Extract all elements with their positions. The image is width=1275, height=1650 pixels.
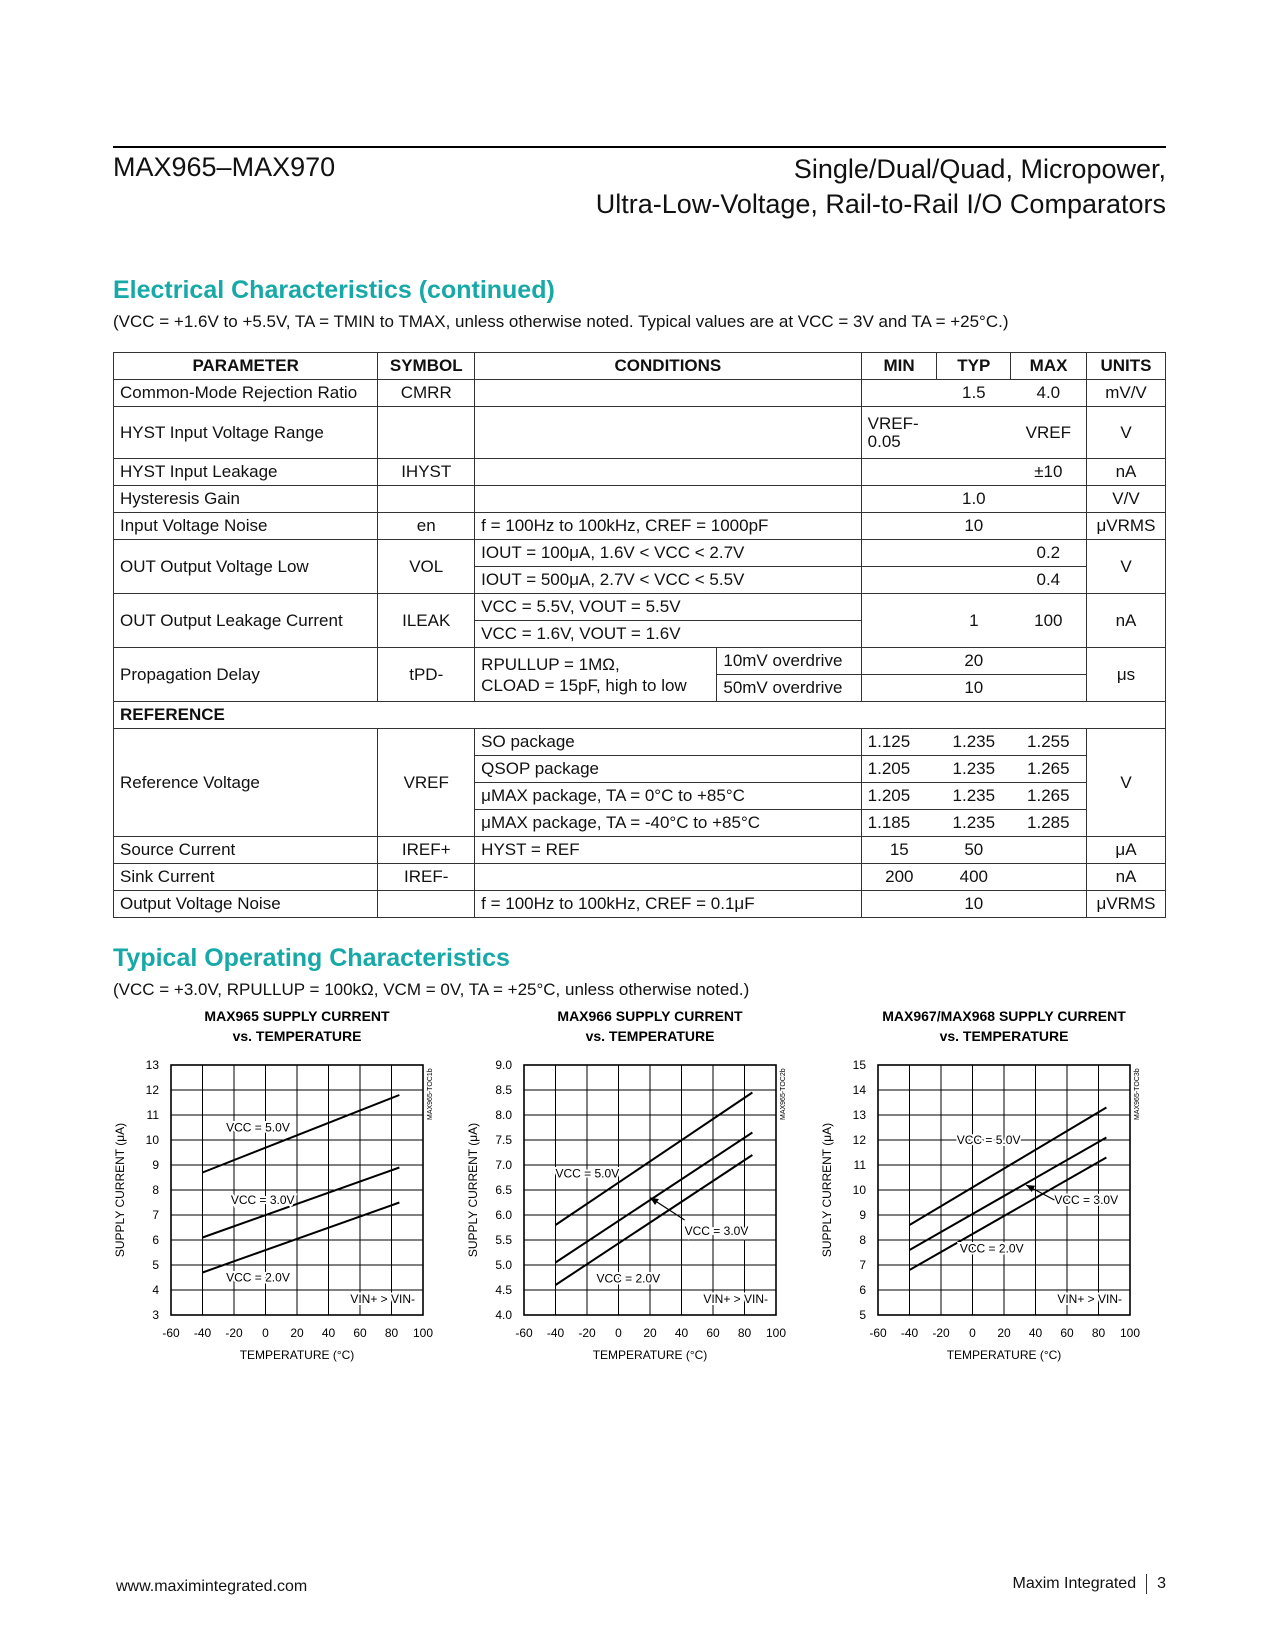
page-number: 3	[1157, 1575, 1166, 1593]
x-tick-label: 20	[997, 1326, 1011, 1340]
typ-cell: 10	[937, 891, 1011, 918]
x-tick-label: 80	[384, 1326, 399, 1340]
cond-cell: SO package	[475, 729, 861, 756]
min-cell: 1.205	[861, 756, 937, 783]
min-cell: 1.205	[861, 783, 937, 810]
param-cell: Output Voltage Noise	[114, 891, 378, 918]
chart-title: vs. TEMPERATURE	[939, 1028, 1069, 1044]
x-tick-label: 0	[615, 1326, 622, 1340]
title-line-2: Ultra-Low-Voltage, Rail-to-Rail I/O Comparators	[595, 189, 1166, 219]
table-row	[114, 891, 1166, 918]
x-axis-label: TEMPERATURE (°C)	[946, 1348, 1062, 1362]
ec-conditions: (VCC = +1.6V to +5.5V, TA = TMIN to TMAX, unless otherwise noted. Typical values are at VCC = 3V and TA = +25°C.)	[113, 312, 1009, 331]
symbol-cell: IREF-	[378, 864, 475, 891]
x-tick-label: 20	[290, 1326, 304, 1340]
typ-cell: 400	[937, 864, 1011, 891]
condition-note: VIN+ > VIN-	[703, 1292, 768, 1306]
col-conditions: CONDITIONS	[475, 353, 861, 380]
series-label: VCC = 2.0V	[226, 1270, 290, 1285]
y-tick-label: 5.0	[495, 1258, 512, 1272]
cond-cell: μMAX package, TA = 0°C to +85°C	[475, 783, 861, 810]
param-cell: HYST Input Voltage Range	[114, 407, 378, 459]
overdrive-cell: 10mV overdrive	[717, 648, 861, 675]
y-tick-label: 11	[146, 1108, 159, 1122]
typ-cell: 50	[937, 837, 1011, 864]
x-tick-label: 80	[737, 1326, 752, 1340]
units-cell: μA	[1086, 837, 1165, 864]
param-cell: HYST Input Leakage	[114, 459, 378, 486]
condition-note: VIN+ > VIN-	[350, 1292, 415, 1306]
y-tick-label: 8.5	[495, 1083, 512, 1097]
max-cell: VREF	[1011, 407, 1087, 459]
series-line	[203, 1203, 400, 1273]
x-tick-label: -20	[932, 1326, 950, 1340]
y-tick-label: 7.5	[495, 1133, 512, 1147]
x-tick-label: 80	[1091, 1326, 1106, 1340]
col-units: UNITS	[1086, 353, 1165, 380]
y-tick-label: 6.5	[495, 1183, 512, 1197]
chart-title: MAX965 SUPPLY CURRENT	[204, 1008, 390, 1024]
symbol-cell: IREF+	[378, 837, 475, 864]
y-tick-label: 8	[152, 1183, 159, 1197]
chart-svg-3	[820, 1008, 1180, 1435]
x-tick-label: 60	[353, 1326, 367, 1340]
series-label: VCC = 3.0V	[230, 1192, 295, 1207]
chart-2	[466, 1008, 826, 1435]
col-parameter: PARAMETER	[114, 353, 378, 380]
y-tick-label: 5.5	[495, 1233, 512, 1247]
y-tick-label: 13	[852, 1108, 866, 1122]
x-tick-label: 60	[706, 1326, 720, 1340]
footer-company: Maxim Integrated	[1012, 1575, 1137, 1593]
typ-cell: 1.235	[937, 729, 1011, 756]
toc-conditions: (VCC = +3.0V, RPULLUP = 100kΩ, VCM = 0V, TA = +25°C, unless otherwise noted.)	[113, 980, 750, 999]
units-cell: nA	[1086, 594, 1165, 648]
units-cell: μVRMS	[1086, 513, 1165, 540]
x-axis-label: TEMPERATURE (°C)	[239, 1348, 355, 1362]
series-label: VCC = 5.0V	[956, 1132, 1021, 1147]
symbol-cell: ILEAK	[378, 594, 475, 648]
chart-title: vs. TEMPERATURE	[232, 1028, 362, 1044]
y-tick-label: 14	[852, 1083, 866, 1097]
typ-cell: 1.0	[937, 486, 1011, 513]
figure-tag: MAX965-TOC3b	[1134, 1068, 1141, 1120]
series-label: VCC = 3.0V	[1054, 1192, 1119, 1207]
table-row	[114, 648, 1166, 675]
typ-cell: 10	[937, 675, 1011, 702]
cond-cell	[475, 648, 717, 702]
x-tick-label: 100	[765, 1326, 787, 1340]
typ-cell: 10	[937, 513, 1011, 540]
table-row	[114, 513, 1166, 540]
y-tick-label: 9.0	[495, 1058, 512, 1072]
cond-cell: f = 100Hz to 100kHz, CREF = 0.1μF	[475, 891, 861, 918]
table-row	[114, 380, 1166, 407]
x-tick-label: -20	[225, 1326, 243, 1340]
cond-cell: IOUT = 500μA, 2.7V < VCC < 5.5V	[475, 567, 861, 594]
table-row	[114, 459, 1166, 486]
y-tick-label: 8.0	[495, 1108, 512, 1122]
y-tick-label: 3	[152, 1308, 159, 1322]
min-cell: 15	[861, 837, 937, 864]
x-tick-label: -60	[515, 1326, 533, 1340]
x-tick-label: 0	[262, 1326, 269, 1340]
cond-cell: HYST = REF	[475, 837, 861, 864]
footer-divider	[1146, 1574, 1147, 1594]
param-cell: Propagation Delay	[114, 648, 378, 702]
y-tick-label: 9	[152, 1158, 159, 1172]
series-label: VCC = 2.0V	[959, 1241, 1024, 1256]
max-cell: ±10	[1011, 459, 1087, 486]
symbol-cell: VOL	[378, 540, 475, 594]
y-tick-label: 6	[152, 1233, 159, 1247]
symbol-cell: tPD-	[378, 648, 475, 702]
cond-cell: VCC = 5.5V, VOUT = 5.5V	[475, 594, 861, 621]
x-tick-label: -60	[162, 1326, 180, 1340]
param-cell: Source Current	[114, 837, 378, 864]
series-label: VCC = 5.0V	[555, 1166, 620, 1181]
symbol-cell: CMRR	[378, 380, 475, 407]
y-tick-label: 8	[859, 1233, 866, 1247]
param-cell: OUT Output Voltage Low	[114, 540, 378, 594]
min-cell: 200	[861, 864, 937, 891]
typ-cell: 1.235	[937, 810, 1011, 837]
param-cell: Sink Current	[114, 864, 378, 891]
reference-section-label: REFERENCE	[114, 702, 1166, 729]
chart-1	[113, 1008, 473, 1435]
chart-title: vs. TEMPERATURE	[585, 1028, 715, 1044]
title-line-1: Single/Dual/Quad, Micropower,	[793, 154, 1166, 184]
y-axis-label: SUPPLY CURRENT (μA)	[466, 1122, 480, 1258]
x-axis-label: TEMPERATURE (°C)	[592, 1348, 708, 1362]
y-tick-label: 10	[145, 1133, 159, 1147]
units-cell: V/V	[1086, 486, 1165, 513]
col-min: MIN	[861, 353, 937, 380]
y-tick-label: 5	[859, 1308, 866, 1322]
cond-line-b: CLOAD = 15pF, high to low	[481, 675, 687, 695]
units-cell: μs	[1086, 648, 1165, 702]
typ-cell: 20	[937, 648, 1011, 675]
y-tick-label: 12	[852, 1133, 866, 1147]
max-cell: 0.2	[1011, 540, 1087, 567]
y-axis-label: SUPPLY CURRENT (μA)	[820, 1122, 834, 1258]
table-row	[114, 486, 1166, 513]
footer-brand	[1012, 1574, 1166, 1594]
chart-svg-1	[113, 1008, 473, 1435]
param-cell: OUT Output Leakage Current	[114, 594, 378, 648]
col-typ: TYP	[937, 353, 1011, 380]
part-number: MAX965–MAX970	[113, 152, 336, 182]
col-symbol: SYMBOL	[378, 353, 475, 380]
chart-title: MAX967/MAX968 SUPPLY CURRENT	[882, 1008, 1126, 1024]
x-tick-label: -40	[193, 1326, 212, 1340]
table-row	[114, 864, 1166, 891]
x-tick-label: 100	[1119, 1326, 1141, 1340]
symbol-cell: en	[378, 513, 475, 540]
condition-note: VIN+ > VIN-	[1057, 1292, 1122, 1306]
cond-cell: QSOP package	[475, 756, 861, 783]
x-tick-label: 20	[643, 1326, 657, 1340]
x-tick-label: -20	[578, 1326, 596, 1340]
arrow-head	[650, 1198, 659, 1205]
units-cell: nA	[1086, 459, 1165, 486]
y-tick-label: 7	[859, 1258, 866, 1272]
x-tick-label: 40	[674, 1326, 689, 1340]
chart-title: MAX966 SUPPLY CURRENT	[557, 1008, 743, 1024]
x-tick-label: 100	[412, 1326, 434, 1340]
footer-url[interactable]: www.maximintegrated.com	[116, 1578, 308, 1595]
y-tick-label: 15	[852, 1058, 866, 1072]
units-cell: nA	[1086, 864, 1165, 891]
table-row	[114, 540, 1166, 567]
series-label: VCC = 5.0V	[226, 1120, 290, 1135]
typ-cell: 1.235	[937, 783, 1011, 810]
units-cell: μVRMS	[1086, 891, 1165, 918]
x-tick-label: -40	[546, 1326, 565, 1340]
toc-section-title: Typical Operating Characteristics	[113, 944, 510, 972]
col-max: MAX	[1011, 353, 1087, 380]
electrical-characteristics-table	[113, 352, 1166, 918]
typ-cell: 1.5	[937, 380, 1011, 407]
x-tick-label: 40	[321, 1326, 336, 1340]
y-tick-label: 9	[859, 1208, 866, 1222]
typ-cell: 1.235	[937, 756, 1011, 783]
ec-section-title: Electrical Characteristics (continued)	[113, 276, 555, 304]
symbol-cell: VREF	[378, 729, 475, 837]
y-tick-label: 10	[852, 1183, 866, 1197]
table-row	[114, 837, 1166, 864]
y-tick-label: 4.0	[495, 1308, 512, 1322]
max-cell: 0.4	[1011, 567, 1087, 594]
chart-3	[820, 1008, 1180, 1435]
series-line	[910, 1108, 1107, 1226]
figure-tag: MAX965-TOC1b	[427, 1068, 434, 1120]
table-row	[114, 594, 1166, 621]
cond-cell: VCC = 1.6V, VOUT = 1.6V	[475, 621, 861, 648]
x-tick-label: -40	[900, 1326, 919, 1340]
units-cell: V	[1086, 540, 1165, 594]
min-cell: 1.185	[861, 810, 937, 837]
chart-svg-2	[466, 1008, 826, 1435]
y-tick-label: 6.0	[495, 1208, 512, 1222]
y-tick-label: 6	[859, 1283, 866, 1297]
param-cell: Input Voltage Noise	[114, 513, 378, 540]
max-cell: 1.285	[1011, 810, 1087, 837]
symbol-cell: IHYST	[378, 459, 475, 486]
table-header-row	[114, 353, 1166, 380]
header-rule	[113, 146, 1166, 148]
y-tick-label: 4	[152, 1283, 159, 1297]
table-row	[114, 407, 1166, 459]
figure-tag: MAX965-TOC2b	[780, 1068, 787, 1120]
typ-cell: 1	[937, 594, 1011, 648]
units-cell: mV/V	[1086, 380, 1165, 407]
max-cell: 1.265	[1011, 756, 1087, 783]
param-cell: Reference Voltage	[114, 729, 378, 837]
series-label: VCC = 2.0V	[596, 1271, 661, 1286]
y-tick-label: 11	[853, 1158, 866, 1172]
y-tick-label: 13	[145, 1058, 159, 1072]
table-row	[114, 729, 1166, 756]
overdrive-cell: 50mV overdrive	[717, 675, 861, 702]
series-line	[556, 1133, 753, 1263]
max-cell: 4.0	[1011, 380, 1087, 407]
series-label: VCC = 3.0V	[684, 1224, 749, 1238]
cond-line-a: RPULLUP = 1MΩ,	[481, 654, 620, 674]
series-line	[556, 1093, 753, 1226]
units-cell: V	[1086, 729, 1165, 837]
cond-cell: μMAX package, TA = -40°C to +85°C	[475, 810, 861, 837]
units-cell: V	[1086, 407, 1165, 459]
y-axis-label: SUPPLY CURRENT (μA)	[113, 1122, 127, 1258]
x-tick-label: 40	[1028, 1326, 1043, 1340]
x-tick-label: -60	[869, 1326, 887, 1340]
param-cell: Common-Mode Rejection Ratio	[114, 380, 378, 407]
y-tick-label: 12	[145, 1083, 159, 1097]
x-tick-label: 0	[969, 1326, 976, 1340]
y-tick-label: 7	[152, 1208, 159, 1222]
max-cell: 1.265	[1011, 783, 1087, 810]
param-cell: Hysteresis Gain	[114, 486, 378, 513]
x-tick-label: 60	[1060, 1326, 1074, 1340]
min-cell: 1.125	[861, 729, 937, 756]
section-row	[114, 702, 1166, 729]
max-cell: 100	[1011, 594, 1087, 648]
cond-cell: f = 100Hz to 100kHz, CREF = 1000pF	[475, 513, 861, 540]
y-tick-label: 4.5	[495, 1283, 512, 1297]
document-title	[596, 152, 1166, 222]
max-cell: 1.255	[1011, 729, 1087, 756]
cond-cell: IOUT = 100μA, 1.6V < VCC < 2.7V	[475, 540, 861, 567]
y-tick-label: 5	[152, 1258, 159, 1272]
min-cell: VREF-0.05	[861, 407, 937, 459]
y-tick-label: 7.0	[495, 1158, 512, 1172]
